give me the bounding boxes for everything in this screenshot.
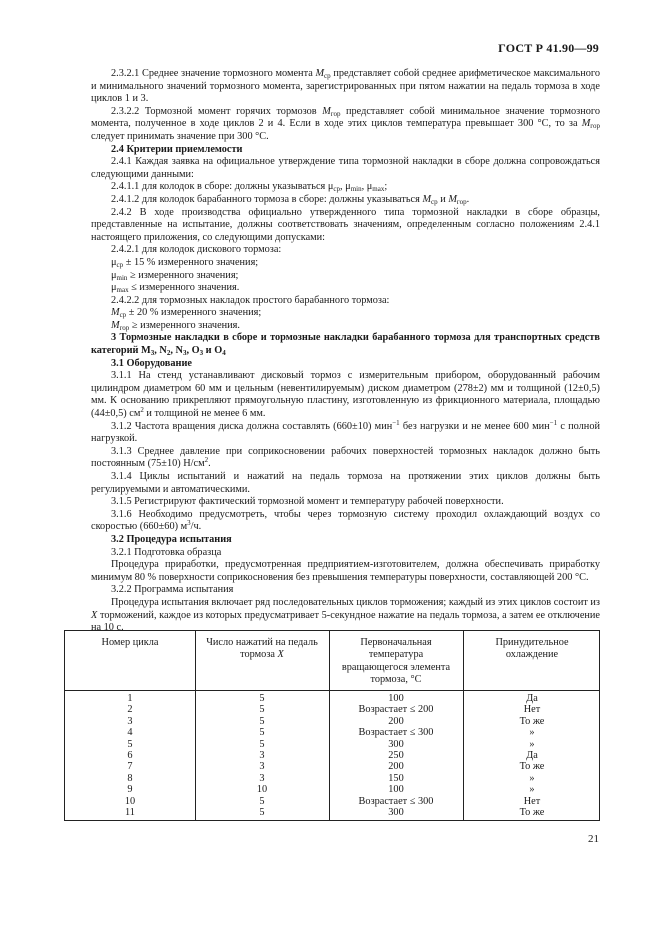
initial-temperature-cell: 200 [388,715,404,727]
paragraph-2-4-1-2: 2.4.1.2 для колодок барабанного тормоза в сборе: должны указываться $M_{ср}$ и $M_{гор}$. [111,193,470,206]
cycle-number-cell: 10 [124,795,136,807]
forced-cooling-cell: » [529,727,535,739]
page-number: 21 [588,833,599,845]
paragraph-3-2-1: 3.2.1 Подготовка образца [111,546,222,558]
cycle-number-cell: 1 [127,693,133,704]
initial-temperature-cell: 200 [388,761,404,773]
table-header-forced-cooling: Принудительное охлаждение [495,637,569,661]
tolerance-mu-min: $\mu_{min}$ ≥ измеренного значения; [111,269,239,282]
press-count-cell: 3 [259,761,265,773]
paragraph-3-1-3: 3.1.3 Среднее давление при соприкосновении рабочих поверхностей тормозных накладок должно быть постоянным (75±10) $Н/см^2$. [91,445,600,470]
initial-temperature-cell: Возрастает ≤ 200 [358,704,434,716]
press-count-cell: 5 [259,795,265,807]
cycle-number-cell: 2 [127,704,133,716]
table-column-initial-temperature [335,693,457,818]
press-count-cell: 5 [259,738,265,750]
tolerance-mu-max: $\mu_{max}$ ≤ измеренного значения. [111,282,240,295]
table-column-divider [329,631,330,820]
forced-cooling-cell: » [529,738,535,750]
paragraph-2-4-1: 2.4.1 Каждая заявка на официальное утверждение типа тормозной накладки в сборе должна сопровождаться следующими данными: [91,156,600,180]
paragraph-3-1-1: 3.1.1 На стенд устанавливают дисковый тормоз с измерительным прибором, оборудованный рабочим цилиндром диаметром 60 мм и цельным (невентилируемым) диском диаметром (278±2) мм и толщиной (12±0,5) мм. К основанию прикрепляют прямоугольную пластину, изготовленную из фрикционного материала, площадью (44±0,5) $см^2$ и толщиной не менее 6 мм. [91,370,600,420]
paragraph-3-1-5: 3.1.5 Регистрируют фактический тормозной момент и температуру рабочей поверхности. [111,496,504,508]
forced-cooling-cell: То же [519,806,545,818]
paragraph-2-4-1-1: 2.4.1.1 для колодок в сборе: должны указываться $\mu_{ср}$, $\mu_{min}$, $\mu_{max}$; [111,181,388,194]
press-count-cell: 5 [259,727,265,739]
forced-cooling-cell: Нет [523,704,541,716]
cycle-number-cell: 5 [127,738,133,750]
initial-temperature-cell: 300 [388,806,404,818]
initial-temperature-cell: 300 [388,738,404,750]
test-cycles-table [64,630,600,821]
forced-cooling-cell: То же [519,715,545,727]
forced-cooling-cell: Да [526,749,538,761]
table-column-divider [195,631,196,820]
cycle-number-cell: 4 [127,727,133,739]
initial-temperature-cell: 150 [388,772,404,784]
tolerance-m-sr: $M_{ср} \pm 20$ % измеренного значения; [111,307,262,320]
cycle-number-cell: 9 [127,784,133,796]
cycle-number-cell: 8 [127,772,133,784]
section-heading-3-1: 3.1 Оборудование [111,357,192,369]
tolerance-m-gor: $M_{гор}$ ≥ измеренного значения. [111,319,240,332]
paragraph-2-3-2-1: 2.3.2.1 Среднее значение тормозного момента $M_{ср}$ представляет собой среднее арифметическое максимального и минимального значений тормозного момента, зарегистрированных при пятом нажатии на педаль тормоза в ходе циклов 1 и 3. [91,68,600,105]
table-header-cycle-number: Номер цикла [101,637,159,648]
paragraph-2-4-2: 2.4.2 В ходе производства официально утвержденного типа тормозной накладки в сборе образцы, представленные на испытание, должны соответствовать значениям, определенным согласно положениям 2.4.1 настоящего приложения, со следующими допусками: [91,206,600,243]
initial-temperature-cell: 100 [388,693,404,704]
paragraph-3-1-2: 3.1.2 Частота вращения диска должна составлять (660±10) мин$^{-1}$ без нагрузки и не менее 600 мин$^{-1}$ с полной нагрузкой. [91,418,600,445]
paragraph-3-2-1-text: Процедура приработки, предусмотренная предприятием-изготовителем, должна обеспечивать приработку минимум 80 % поверхности соприкосновения без превышения температуры поверхности, составляющей 200 °С. [91,559,600,583]
table-header-divider [65,690,599,691]
initial-temperature-cell: Возрастает ≤ 300 [358,795,434,807]
section-heading-2-4: 2.4 Критерии приемлемости [111,143,243,155]
press-count-cell: 5 [259,693,265,704]
forced-cooling-cell: » [529,772,535,784]
paragraph-3-2-2: 3.2.2 Программа испытания [111,584,234,596]
table-header-press-count: Число нажатий на педаль тормоза X [206,637,318,661]
paragraph-2-4-2-2: 2.4.2.2 для тормозных накладок простого барабанного тормоза: [111,294,390,306]
paragraph-3-1-4: 3.1.4 Циклы испытаний и нажатий на педаль тормоза на протяжении этих циклов должны быть регулируемыми и автоматическими. [91,471,600,495]
paragraph-2-3-2-2: 2.3.2.2 Тормозной момент горячих тормозов $M_{гор}$ представляет собой минимальное значение тормозного момента, полученное в ходе циклов 2 и 4. Если в ходе этих циклов температура превышает 300 °С, то за $M_{гор}$ следует принимать значение при 300 °С. [91,105,600,142]
forced-cooling-cell: Да [526,693,538,704]
table-header-initial-temperature: Первоначальная температура вращающегося элемента тормоза, °С [341,637,451,686]
press-count-cell: 5 [259,806,265,818]
press-count-cell: 3 [259,749,265,761]
document-header: ГОСТ Р 41.90—99 [498,41,599,55]
press-count-cell: 5 [259,715,265,727]
paragraph-3-2-2-text: Процедура испытания включает ряд последовательных циклов торможения; каждый из этих циклов состоит из X торможений, каждое из которых предусматривает 5-секундное нажатие на педаль тормоза, а затем ее отключение на 10 с. [91,596,600,634]
document-body [91,68,600,635]
cycle-number-cell: 11 [125,806,135,818]
cycle-number-cell: 3 [127,715,133,727]
table-column-cycle-number [69,693,191,818]
paragraph-3-1-6: 3.1.6 Необходимо предусмотреть, чтобы через тормозную систему проходил охлаждающий воздух со скоростью (660±60) $м^3/ч$. [91,508,600,533]
section-heading-3: 3 Тормозные накладки в сборе и тормозные накладки барабанного тормоза для транспортных средств категорий $M_3$, $N_2$, $N_3$, $O_3$ и $O_4$ [91,332,600,358]
forced-cooling-cell: Нет [523,795,541,807]
tolerance-mu-sr: $\mu_{ср} \pm 15$ % измеренного значения; [111,256,259,269]
initial-temperature-cell: 100 [388,784,404,796]
paragraph-2-4-2-1: 2.4.2.1 для колодок дискового тормоза: [111,244,282,256]
forced-cooling-cell: » [529,784,535,796]
section-heading-3-2: 3.2 Процедура испытания [111,533,232,545]
press-count-cell: 3 [259,772,265,784]
table-column-divider [463,631,464,820]
table-column-forced-cooling [469,693,595,818]
press-count-cell: 5 [259,704,265,716]
initial-temperature-cell: Возрастает ≤ 300 [358,727,434,739]
forced-cooling-cell: То же [519,761,545,773]
cycle-number-cell: 6 [127,749,133,761]
cycle-number-cell: 7 [127,761,133,773]
table-column-press-count [201,693,323,818]
press-count-cell: 10 [256,784,268,796]
initial-temperature-cell: 250 [388,749,404,761]
